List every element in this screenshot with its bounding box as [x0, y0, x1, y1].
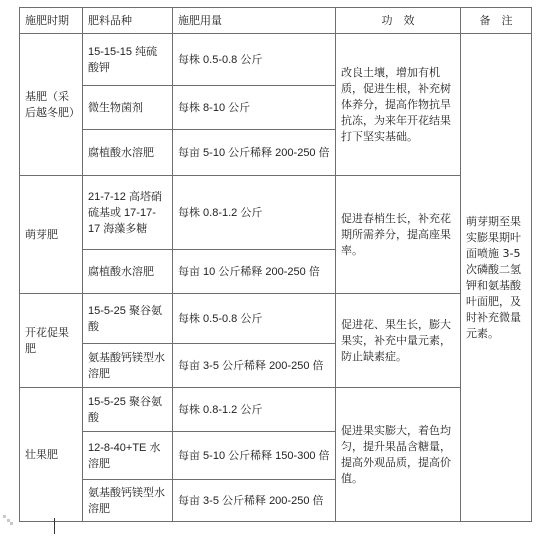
period-cell: 基肥（采后越冬肥）: [20, 34, 83, 176]
header-variety: 肥料品种: [83, 8, 173, 34]
text-cursor[interactable]: [54, 518, 55, 534]
amount-cell: 每株 8-10 公斤: [173, 86, 336, 130]
variety-cell: 腐植酸水溶肥: [83, 250, 173, 294]
amount-cell: 每亩 5-10 公斤稀释 150-300 倍: [173, 432, 336, 480]
header-note: 备 注: [461, 8, 532, 34]
variety-cell: 腐植酸水溶肥: [83, 130, 173, 176]
variety-cell: 15-15-15 纯硫酸钾: [83, 34, 173, 86]
variety-cell: 氨基酸钙镁型水溶肥: [83, 344, 173, 388]
table-row: [20, 388, 532, 432]
header-effect: 功 效: [336, 8, 461, 34]
amount-cell: 每株 0.5-0.8 公斤: [173, 294, 336, 344]
variety-cell: 15-5-25 聚谷氨酸: [83, 388, 173, 432]
variety-cell: 氨基酸钙镁型水溶肥: [83, 480, 173, 522]
effect-cell: 促进花、果生长，膨大果实，补充中量元素，防止缺素症。: [336, 294, 461, 388]
amount-cell: 每亩 10 公斤稀释 200-250 倍: [173, 250, 336, 294]
variety-cell: 微生物菌剂: [83, 86, 173, 130]
variety-cell: 12-8-40+TE 水溶肥: [83, 432, 173, 480]
period-cell: 壮果肥: [20, 388, 83, 522]
header-row: [20, 8, 532, 34]
paragraph-mark-icon: [3, 515, 13, 525]
period-cell: 萌芽肥: [20, 176, 83, 294]
note-cell: 萌芽期至果实膨果期叶面喷施 3-5 次磷酸二氢钾和氨基酸叶面肥，及时补充微量元素。: [461, 34, 532, 522]
table-row: [20, 294, 532, 344]
period-cell: 开花促果肥: [20, 294, 83, 388]
amount-cell: 每株 0.8-1.2 公斤: [173, 176, 336, 250]
fertilizer-table: [19, 7, 532, 522]
effect-cell: 促进果实膨大，着色均匀，提升果晶含糖量，提高外观品质，提高价值。: [336, 388, 461, 522]
header-period: 施肥时期: [20, 8, 83, 34]
effect-cell: 促进春梢生长，补充花期所需养分，提高座果率。: [336, 176, 461, 294]
header-amount: 施肥用量: [173, 8, 336, 34]
table-row: [20, 176, 532, 250]
amount-cell: 每亩 3-5 公斤稀释 200-250 倍: [173, 344, 336, 388]
variety-cell: 21-7-12 高塔硝硫基或 17-17-17 海藻多糖: [83, 176, 173, 250]
amount-cell: 每亩 3-5 公斤稀释 200-250 倍: [173, 480, 336, 522]
effect-cell: 改良土壤，增加有机质，促进生根，补充树体养分，提高作物抗旱抗冻，为来年开花结果打下坚实基础。: [336, 34, 461, 176]
amount-cell: 每亩 5-10 公斤稀释 200-250 倍: [173, 130, 336, 176]
amount-cell: 每株 0.5-0.8 公斤: [173, 34, 336, 86]
variety-cell: 15-5-25 聚谷氨酸: [83, 294, 173, 344]
table-row: [20, 34, 532, 86]
amount-cell: 每株 0.8-1.2 公斤: [173, 388, 336, 432]
